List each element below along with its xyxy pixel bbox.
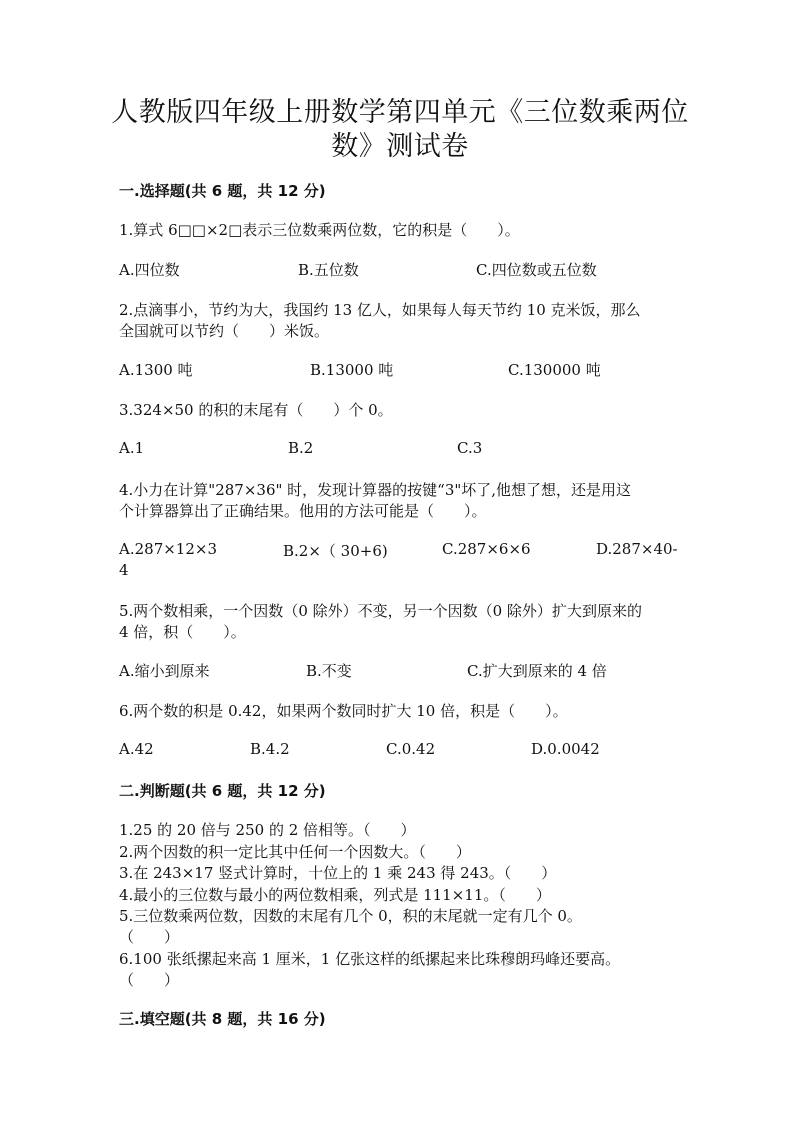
q5-option-b: B.不变 xyxy=(306,662,352,680)
q1-option-c: C.四位数或五位数 xyxy=(476,261,597,279)
q2-stem-1: 2.点滴事小，节约为大，我国约 13 亿人，如果每人每天节约 10 克米饭，那么 xyxy=(119,301,641,319)
title-line-1: 人教版四年级上册数学第四单元《三位数乘两位 xyxy=(111,97,689,128)
judge-item-1: 1.25 的 20 倍与 250 的 2 倍相等。（ ） xyxy=(119,821,416,839)
q4-stem-1: 4.小力在计算"287×36" 时，发现计算器的按键“3"坏了,他想了想，还是用这 xyxy=(119,481,632,499)
q2-option-a: A.1300 吨 xyxy=(119,361,193,379)
section-3-heading: 三.填空题(共 8 题，共 16 分) xyxy=(119,1010,326,1028)
q4-option-d: D.287×40- xyxy=(596,540,678,558)
judge-item-4: 4.最小的三位数与最小的两位数相乘，列式是 111×11。（ ） xyxy=(119,886,551,904)
judge-item-5: 5.三位数乘两位数，因数的末尾有几个 0，积的末尾就一定有几个 0。 xyxy=(119,907,582,925)
q4-option-b: B.2×（ 30+6) xyxy=(283,542,388,560)
judge-item-3: 3.在 243×17 竖式计算时，十位上的 1 乘 243 得 243。（ ） xyxy=(119,864,557,882)
q5-stem-2: 4 倍，积（ ）。 xyxy=(119,623,246,641)
q3-stem: 3.324×50 的积的末尾有（ ）个 0。 xyxy=(119,401,393,419)
q6-option-a: A.42 xyxy=(119,740,154,758)
section-1-heading: 一.选择题(共 6 题，共 12 分) xyxy=(119,182,326,200)
title-line-2: 数》测试卷 xyxy=(331,131,469,162)
q2-option-c: C.130000 吨 xyxy=(508,361,601,379)
q1-option-b: B.五位数 xyxy=(298,261,359,279)
q4-option-c: C.287×6×6 xyxy=(442,540,531,558)
judge-item-5-wrap: （ ） xyxy=(119,928,180,946)
judge-item-6-wrap: （ ） xyxy=(119,971,180,989)
q6-option-d: D.0.0042 xyxy=(531,740,600,758)
q3-option-c: C.3 xyxy=(457,439,483,457)
q4-option-a: A.287×12×3 xyxy=(119,540,217,558)
q2-option-b: B.13000 吨 xyxy=(310,361,394,379)
q4-stem-2: 个计算器算出了正确结果。他用的方法可能是（ ）。 xyxy=(119,502,487,520)
q6-stem: 6.两个数的积是 0.42，如果两个数同时扩大 10 倍，积是（ ）。 xyxy=(119,702,568,720)
q1-stem: 1.算式 6□□×2□表示三位数乘两位数，它的积是（ ）。 xyxy=(119,221,520,239)
q3-option-a: A.1 xyxy=(119,439,145,457)
q5-option-a: A.缩小到原来 xyxy=(119,662,210,680)
q2-stem-2: 全国就可以节约（ ）米饭。 xyxy=(119,322,330,340)
judge-item-6: 6.100 张纸摞起来高 1 厘米，1 亿张这样的纸摞起来比珠穆朗玛峰还要高。 xyxy=(119,950,621,968)
section-2-heading: 二.判断题(共 6 题，共 12 分) xyxy=(119,782,326,800)
q5-stem-1: 5.两个数相乘，一个因数（0 除外）不变，另一个因数（0 除外）扩大到原来的 xyxy=(119,602,642,620)
q4-option-d-wrap: 4 xyxy=(119,561,129,579)
q6-option-b: B.4.2 xyxy=(250,740,290,758)
q3-option-b: B.2 xyxy=(288,439,314,457)
judge-item-2: 2.两个因数的积一定比其中任何一个因数大。（ ） xyxy=(119,843,471,861)
q6-option-c: C.0.42 xyxy=(386,740,436,758)
q5-option-c: C.扩大到原来的 4 倍 xyxy=(467,662,607,680)
q1-option-a: A.四位数 xyxy=(119,261,180,279)
